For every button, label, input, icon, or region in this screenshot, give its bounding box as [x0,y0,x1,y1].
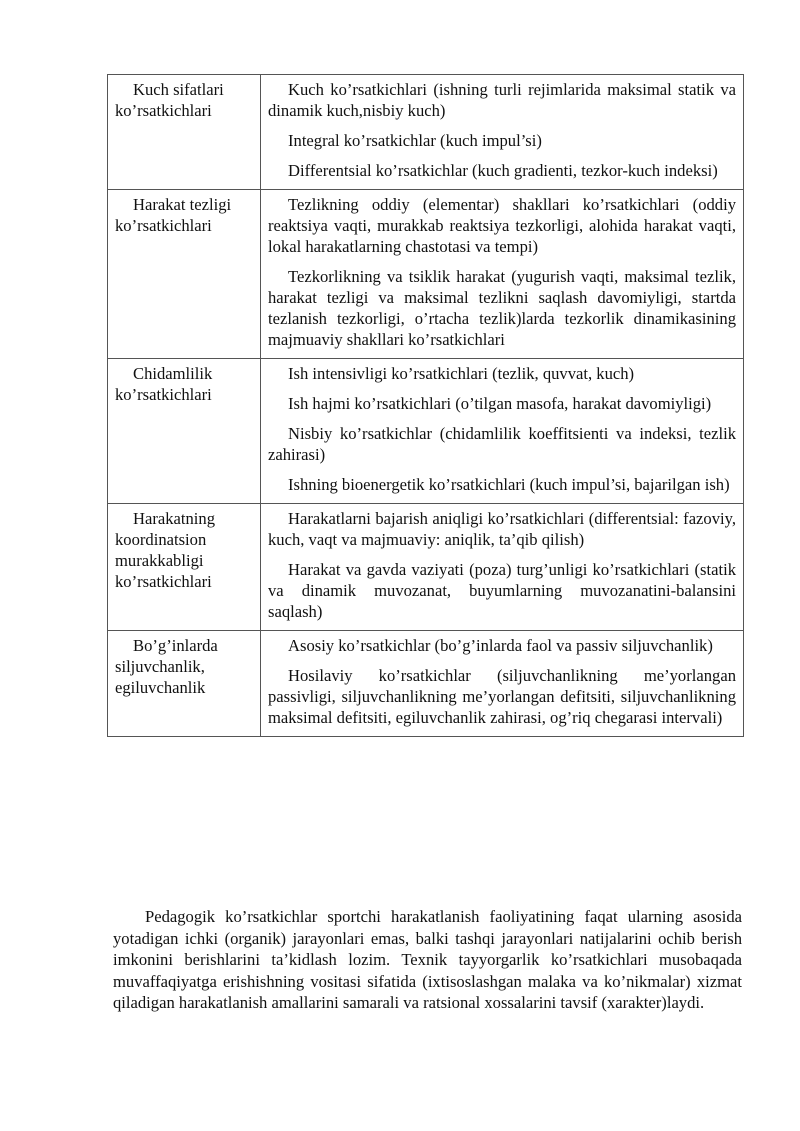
category-cell [108,190,261,359]
body-paragraph: Pedagogik ko’rsatkichlar sportchi harakatlanish faoliyatining faqat ularning asosida yotadigan ichki (organik) jarayonlari emas, balki tashqi jarayonlari natijalarini ochib berish imkonini berishlarini ta’kidlash lozim. Texnik tayyorgarlik ko’rsatkichlari musobaqada muvaffaqiyatga erishishning vositasi sifatida (ixtisoslashgan malaka va ko’nikmalar) xizmat qiladigan harakatlanish amallarini samarali va ratsional xossalarini tavsif (xarakter)laydi. [113,907,742,1012]
category-cell [108,504,261,631]
indicator-item: Harakatlarni bajarish aniqligi ko’rsatkichlari (differentsial: fazoviy, kuch, vaqt va majmuaviy: aniqlik, ta’qib qilish) [268,509,736,549]
table-row [108,190,744,359]
table-row [108,75,744,190]
indicator-item: Tezlikning oddiy (elementar) shakllari ko’rsatkichlari (oddiy reaktsiya vaqti, murakkab reaktsiya tezkorligi, alohida harakat vaqti, lokal harakatlarning chastotasi va tempi) [268,195,736,256]
category-label: Chidamlilik ko’rsatkichlari [115,364,213,404]
indicators-cell [261,504,744,631]
indicators-table-body [108,75,744,737]
category-label: Harakat tezligi ko’rsatkichlari [115,195,232,235]
indicator-item: Hosilaviy ko’rsatkichlar (siljuvchanlikning me’yorlangan passivligi, siljuvchanlikning me’yorlangan defitsiti, siljuvchanlikning maksimal defitsiti, egiluvchanlik zahirasi, og’riq chegarasi intervali) [268,666,736,727]
category-label: Kuch sifatlari ko’rsatkichlari [115,80,224,120]
indicators-table [107,74,744,737]
table-row [108,631,744,737]
indicators-cell [261,631,744,737]
category-cell [108,631,261,737]
indicator-item: Ish intensivligi ko’rsatkichlari (tezlik, quvvat, kuch) [288,364,635,383]
indicators-cell [261,190,744,359]
indicator-item: Ish hajmi ko’rsatkichlari (o’tilgan masofa, harakat davomiyligi) [288,394,712,413]
category-label: Bo’g’inlarda siljuvchanlik, egiluvchanlik [115,636,218,697]
indicator-item: Differentsial ko’rsatkichlar (kuch gradienti, tezkor-kuch indeksi) [288,161,718,180]
indicator-item: Harakat va gavda vaziyati (poza) turg’unligi ko’rsatkichlari (statik va dinamik muvozanat, buyumlarning muvozanatini-balansini saqlash) [268,560,736,621]
indicators-cell [261,359,744,504]
indicator-item: Nisbiy ko’rsatkichlar (chidamlilik koeffitsienti va indeksi, tezlik zahirasi) [268,424,736,464]
indicator-item: Tezkorlikning va tsiklik harakat (yugurish vaqti, maksimal tezlik, harakat tezligi va maksimal tezlikni saqlash davomiyligi, startda tezlanish tezkorligi, o’rtacha tezlik)larda tezkorlik dinamikasining majmuaviy shakllari ko’rsatkichlari [268,267,736,349]
table-row [108,359,744,504]
category-cell [108,359,261,504]
indicator-item: Asosiy ko’rsatkichlar (bo’g’inlarda faol va passiv siljuvchanlik) [288,636,713,655]
indicator-item: Integral ko’rsatkichlar (kuch impul’si) [288,131,542,150]
indicator-item: Ishning bioenergetik ko’rsatkichlari (kuch impul’si, bajarilgan ish) [288,475,730,494]
indicators-cell [261,75,744,190]
table-row [108,504,744,631]
category-label: Harakatning koordinatsion murakkabligi ko’rsatkichlari [115,509,216,591]
indicator-item: Kuch ko’rsatkichlari (ishning turli rejimlarida maksimal statik va dinamik kuch,nisbiy kuch) [268,80,736,120]
category-cell [108,75,261,190]
